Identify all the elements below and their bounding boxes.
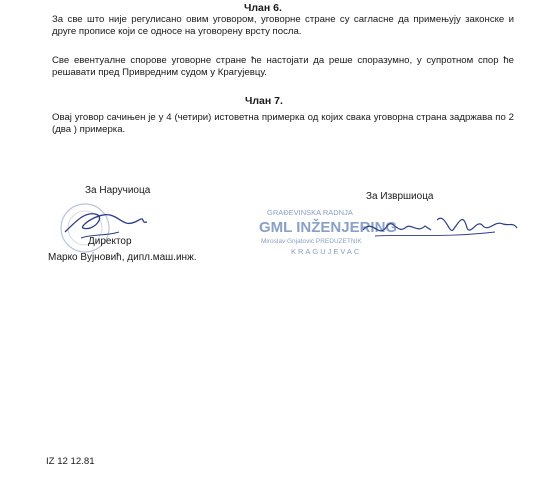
contractor-signature-label: За Извршиоца — [366, 191, 434, 202]
article-6-paragraph-1: За све што није регулисано овим уговором, уговорне стране су сагласне да примењују законске и друге прописе који се односе на уговорену врсту посла. — [52, 14, 514, 38]
client-stamp-and-signature — [55, 198, 175, 258]
client-signatory-title: Директор — [88, 236, 132, 247]
document-code: IZ 12 12.81 — [46, 456, 95, 467]
contractor-stamp-line-1: GRAĐEVINSKA RADNJA — [267, 208, 353, 217]
contractor-stamp-line-3: Miroslav Gnjatović PREDUZETNIK — [261, 238, 362, 245]
contractor-stamp-line-4: KRAGUJEVAC — [291, 247, 362, 256]
contractor-stamp-and-signature — [255, 200, 525, 270]
article-6-heading: Члан 6. — [244, 2, 282, 14]
client-signature-label: За Наручиоца — [85, 185, 151, 196]
article-7-heading: Члан 7. — [245, 95, 283, 107]
contractor-stamp-line-2: GML INŽENJERING — [259, 219, 398, 236]
article-6-paragraph-2: Све евентуалне спорове уговорне стране ће настојати да реше споразумно, у супротном спор ће решавати пред Привредним судом у Крагујевцу. — [52, 55, 514, 79]
article-7-paragraph-1: Овај уговор сачињен је у 4 (четири) истоветна примерка од којих свака уговорна страна задржава по 2 (два ) примерка. — [52, 112, 514, 136]
client-signatory-name: Марко Вујновић, дипл.маш.инж. — [48, 252, 197, 263]
